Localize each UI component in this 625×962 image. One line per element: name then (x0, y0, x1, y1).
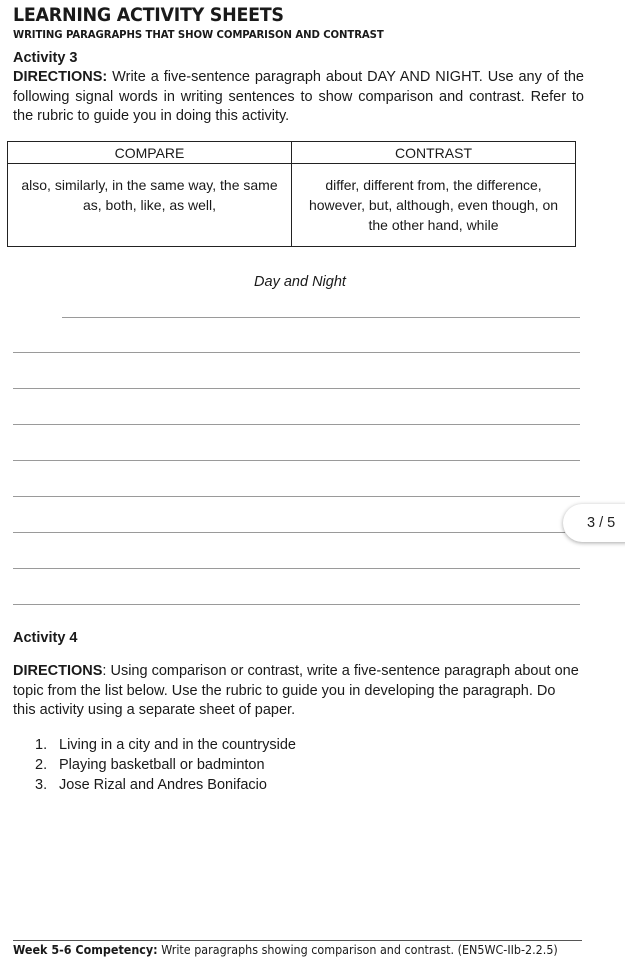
compare-words: also, similarly, in the same way, the same as, both, like, as well, (8, 164, 292, 247)
list-item-text: Jose Rizal and Andres Bonifacio (59, 777, 267, 793)
writing-line[interactable] (13, 496, 580, 497)
writing-line[interactable] (13, 568, 580, 569)
writing-line[interactable] (13, 604, 580, 605)
writing-line[interactable] (13, 388, 580, 389)
activity-3-directions (13, 68, 584, 127)
list-item (35, 735, 296, 755)
writing-line[interactable] (13, 424, 580, 425)
list-item (35, 775, 296, 795)
directions-label: DIRECTIONS (13, 663, 103, 679)
list-item-text: Living in a city and in the countryside (59, 737, 296, 753)
writing-line[interactable] (13, 460, 580, 461)
list-item-text: Playing basketball or badminton (59, 757, 265, 773)
footer-text: Write paragraphs showing comparison and contrast. (EN5WC-IIb-2.2.5) (157, 943, 558, 957)
page-indicator: 3 / 5 (563, 504, 625, 542)
directions-text: : Using comparison or contrast, write a five-sentence paragraph about one topic from the list below. Use the rubric to guide you in developing the paragraph. Do this activity using a separate sheet of paper. (13, 663, 579, 718)
footer-divider (13, 940, 582, 941)
list-item-number: 1. (35, 737, 48, 753)
writing-line[interactable] (62, 317, 580, 318)
signal-words-table (7, 141, 576, 247)
activity-4-directions (13, 662, 579, 721)
directions-label: DIRECTIONS: (13, 69, 108, 85)
activity-4-heading: Activity 4 (13, 630, 78, 646)
directions-text: Write a five-sentence paragraph about DAY AND NIGHT. Use any of the following signal words in writing sentences to show comparison and contrast. Refer to the rubric to guide you in doing this activity. (13, 69, 584, 124)
topic-list (35, 735, 296, 795)
contrast-words: differ, different from, the difference, however, but, although, even though, on the other hand, while (292, 164, 576, 247)
sheet-subtitle: WRITING PARAGRAPHS THAT SHOW COMPARISON AND CONTRAST (13, 28, 384, 41)
footer-competency (13, 943, 558, 957)
list-item (35, 755, 296, 775)
contrast-header: CONTRAST (292, 142, 576, 164)
writing-line[interactable] (13, 532, 565, 533)
paragraph-title: Day and Night (254, 274, 346, 290)
sheet-title: LEARNING ACTIVITY SHEETS (13, 4, 284, 26)
list-item-number: 2. (35, 757, 48, 773)
writing-line[interactable] (13, 352, 580, 353)
activity-3-heading: Activity 3 (13, 50, 78, 66)
compare-header: COMPARE (8, 142, 292, 164)
list-item-number: 3. (35, 777, 48, 793)
footer-label: Week 5-6 Competency: (13, 943, 158, 957)
